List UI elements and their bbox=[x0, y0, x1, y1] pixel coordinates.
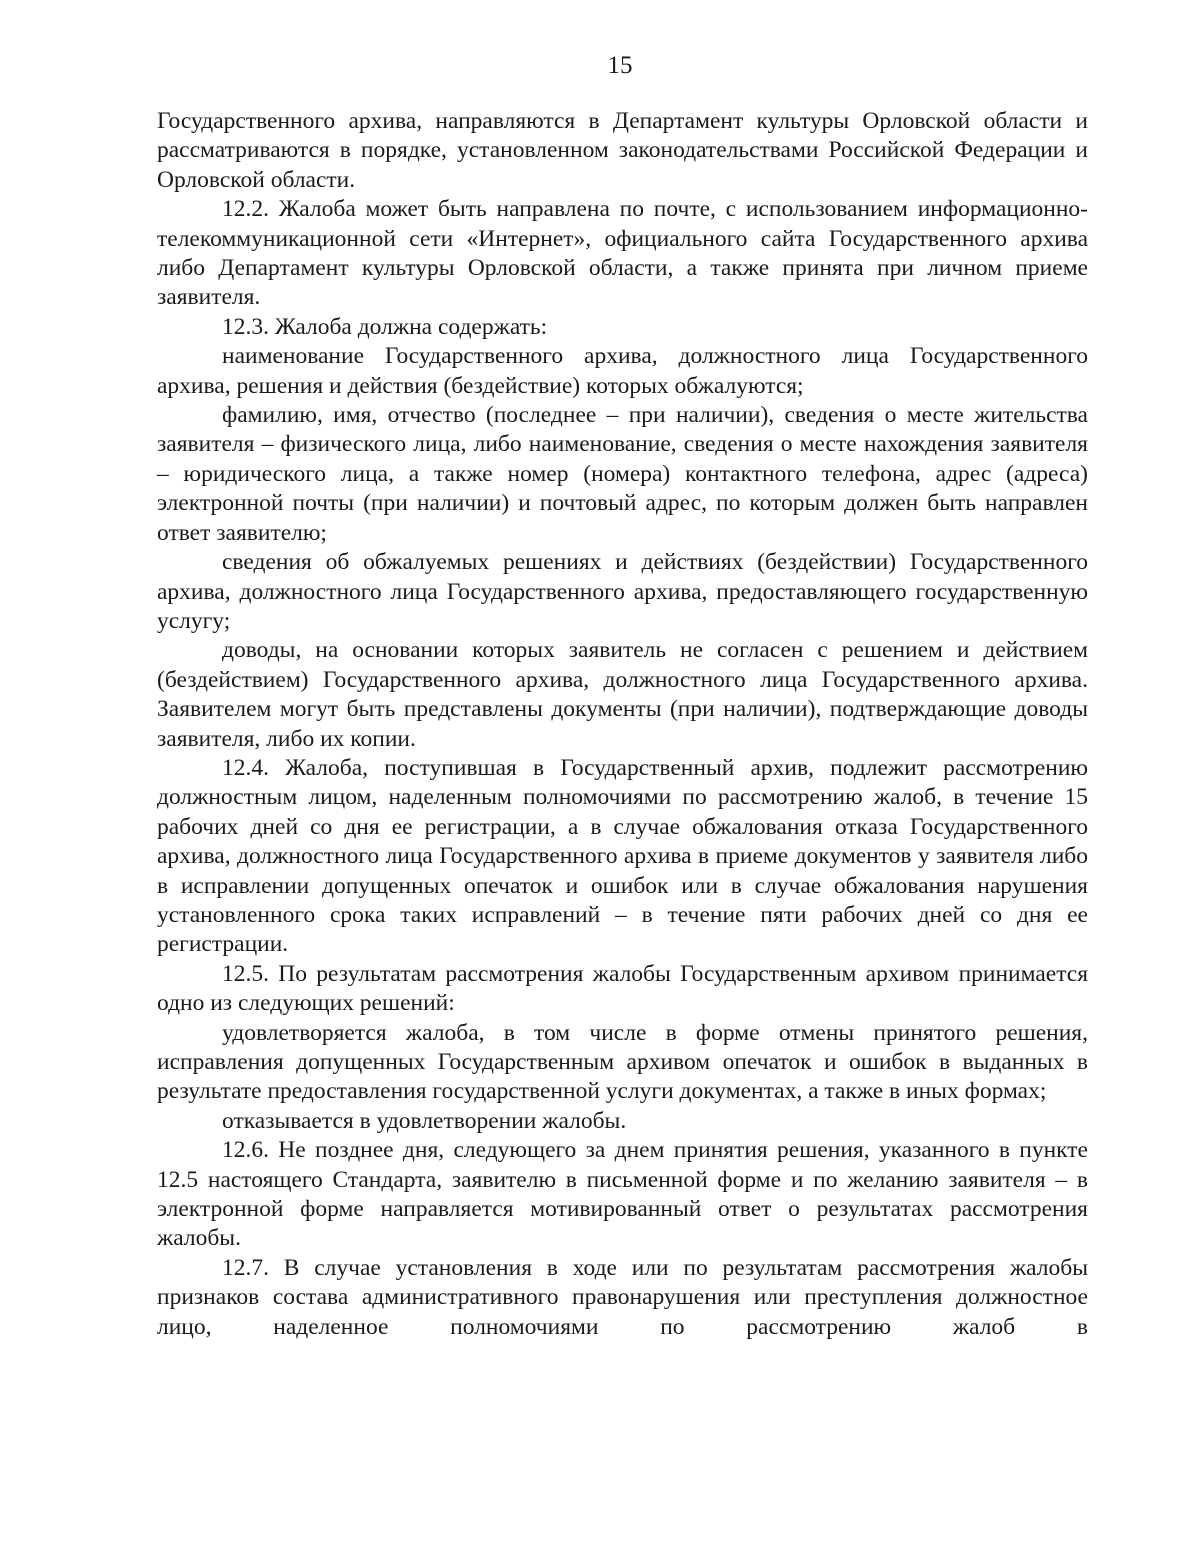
paragraph-12-4: 12.4. Жалоба, поступившая в Государственный архив, подлежит рассмотрению должностным лицом, наделенным полномочиями по рассмотрению жалоб, в течение 15 рабочих дней со дня ее регистрации, а в случае обжалования отказа Государственного архива, должностного лица Государственного архива в приеме документов у заявителя либо в исправлении допущенных опечаток и ошибок или в случае обжалования нарушения установленного срока таких исправлений – в течение пяти рабочих дней со дня ее регистрации. bbox=[157, 754, 1088, 958]
list-item-arguments: доводы, на основании которых заявитель не согласен с решением и действием (бездействием) Государственного архива, должностного лица Государственного архива. Заявителем могут быть представлены документы (при наличии), подтверждающие доводы заявителя, либо их копии. bbox=[157, 637, 1088, 752]
list-item-decisions: сведения об обжалуемых решениях и действиях (бездействии) Государственного архива, должностного лица Государственного архива, предоставляющего государственную услугу; bbox=[157, 549, 1088, 634]
paragraph-12-5: 12.5. По результатам рассмотрения жалобы Государственным архивом принимается одно из следующих решений: bbox=[157, 960, 1088, 1017]
document-body bbox=[157, 107, 1088, 1342]
paragraph-12-6: 12.6. Не позднее дня, следующего за днем принятия решения, указанного в пункте 12.5 настоящего Стандарта, заявителю в письменной форме и по желанию заявителя – в электронной форме направляется мотивированный ответ о результатах рассмотрения жалобы. bbox=[157, 1137, 1088, 1252]
paragraph-12-2: 12.2. Жалоба может быть направлена по почте, с использованием информационно-телекоммуникационной сети «Интернет», официального сайта Государственного архива либо Департамент культуры Орловской области, а также принята при личном приеме заявителя. bbox=[157, 196, 1088, 311]
list-item-refused: отказывается в удовлетворении жалобы. bbox=[222, 1107, 627, 1134]
paragraph-12-7: 12.7. В случае установления в ходе или по результатам рассмотрения жалобы признаков состава административного правонарушения или преступления должностное лицо, наделенное полномочиями по рассмотрению жалоб в bbox=[157, 1254, 1088, 1340]
list-item-satisfied: удовлетворяется жалоба, в том числе в форме отмены принятого решения, исправления допущенных Государственным архивом опечаток и ошибок в выданных в результате предоставления государственной услуги документах, а также в иных формах; bbox=[157, 1019, 1088, 1105]
paragraph-12-3: 12.3. Жалоба должна содержать: bbox=[222, 313, 548, 340]
list-item-applicant-info: фамилию, имя, отчество (последнее – при наличии), сведения о месте жительства заявителя – физического лица, либо наименование, сведения о месте нахождения заявителя – юридического лица, а также номер (номера) контактного телефона, адрес (адреса) электронной почты (при наличии) и почтовый адрес, по которым должен быть направлен ответ заявителю; bbox=[157, 402, 1088, 546]
page-number: 15 bbox=[607, 52, 633, 79]
paragraph-continuation: Государственного архива, направляются в Департамент культуры Орловской области и рассматриваются в порядке, установленном законодательствами Российской Федерации и Орловской области. bbox=[157, 108, 1088, 193]
list-item-name: наименование Государственного архива, должностного лица Государственного архива, решения и действия (бездействие) которых обжалуются; bbox=[157, 343, 1088, 399]
